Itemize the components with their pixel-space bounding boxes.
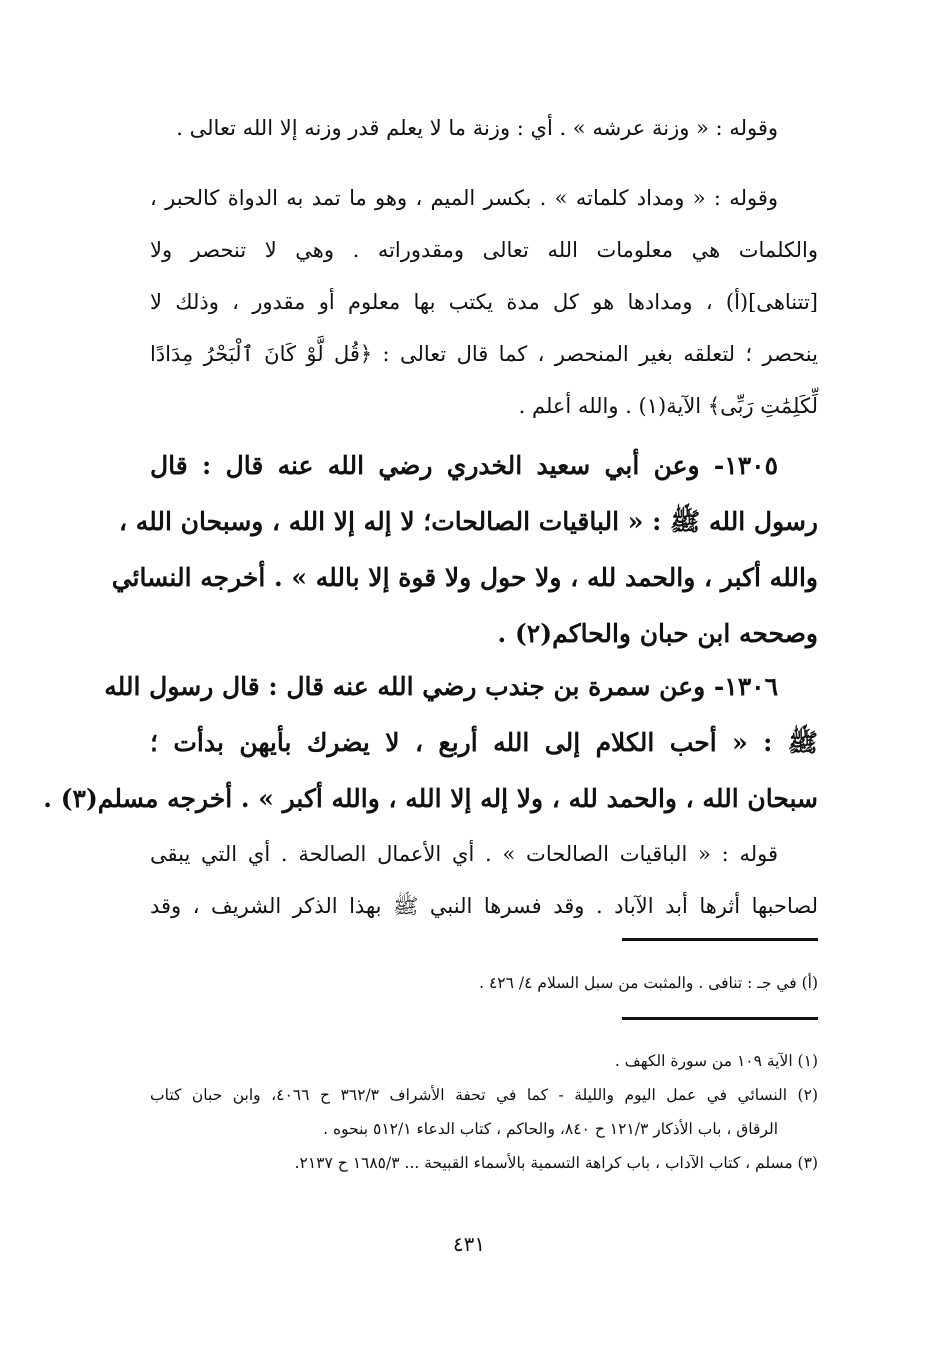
gloss-midad-paragraph bbox=[150, 172, 818, 432]
hadith-1305 bbox=[111, 438, 818, 662]
footnotes-separator bbox=[622, 1017, 818, 1020]
variant-note bbox=[150, 966, 818, 1000]
text-line: وقوله : « ومداد كلماته » . بكسر الميم ، وهو ما تمد به الدواة كالحبر ، bbox=[150, 186, 778, 210]
text-line: وقوله : « وزنة عرشه » . أي : وزنة ما لا يعلم قدر وزنه إلا الله تعالى . bbox=[176, 116, 778, 140]
page-number: ٤٣١ bbox=[452, 1232, 486, 1256]
footnote-2-continued: الرقاق ، باب الأذكار ١٢١/٣ ح ٨٤٠، والحاكم ، كتاب الدعاء ٥١٢/١ بنحوه . bbox=[323, 1120, 778, 1138]
footnote-2: (٢) النسائي في عمل اليوم والليلة - كما في تحفة الأشراف ٣٦٢/٣ ح ٤٠٦٦، وابن حبان كتاب bbox=[150, 1086, 818, 1104]
hadith-line: والله أكبر ، والحمد لله ، ولا حول ولا قوة إلا بالله » . أخرجه النسائي bbox=[111, 563, 818, 592]
hadith-line: وصححه ابن حبان والحاكم(٢) . bbox=[497, 619, 818, 648]
hadith-line: رسول الله ﷺ : « الباقيات الصالحات؛ لا إله إلا الله ، وسبحان الله ، bbox=[118, 507, 818, 536]
gloss-baqiyat-paragraph bbox=[150, 828, 818, 932]
footnote-3: (٣) مسلم ، كتاب الآداب ، باب كراهة التسمية بالأسماء القبيحة ... ١٦٨٥/٣ ح ٢١٣٧. bbox=[294, 1154, 818, 1172]
hadith-line: سبحان الله ، والحمد لله ، ولا إله إلا الله ، والله أكبر » . أخرجه مسلم(٣) . bbox=[43, 784, 818, 813]
text-line: والكلمات هي معلومات الله تعالى ومقدوراته . وهي لا تنحصر ولا bbox=[150, 238, 818, 262]
variant-note-text: (أ) في جـ : تنافى . والمثبت من سبل السلام ٤/ ٤٢٦ . bbox=[479, 974, 818, 992]
text-line: [تتناهى](أ) ، ومدادها هو كل مدة يكتب بها معلوم أو مقدور ، وذلك لا bbox=[150, 290, 818, 314]
text-line: لِّكَلِمَٰتِ رَبِّى﴾ الآية(١) . والله أعلم . bbox=[518, 394, 818, 418]
footnotes bbox=[150, 1044, 818, 1180]
text-line: لصاحبها أثرها أبد الآباد . وقد فسرها النبي ﷺ بهذا الذكر الشريف ، وقد bbox=[150, 894, 818, 918]
hadith-line: ١٣٠٦- وعن سمرة بن جندب رضي الله عنه قال : قال رسول الله bbox=[104, 672, 778, 701]
variant-note-separator bbox=[622, 938, 818, 941]
hadith-1306 bbox=[43, 659, 818, 827]
text-line: قوله : « الباقيات الصالحات » . أي الأعمال الصالحة . أي التي يبقى bbox=[150, 842, 778, 866]
hadith-line: ١٣٠٥- وعن أبي سعيد الخدري رضي الله عنه قال : قال bbox=[150, 451, 778, 480]
gloss-arsh-paragraph bbox=[150, 102, 818, 154]
footnote-1: (١) الآية ١٠٩ من سورة الكهف . bbox=[614, 1052, 818, 1070]
quran-verse-line: ينحصر ؛ لتعلقه بغير المنحصر ، كما قال تعالى : ﴿قُل لَّوْ كَانَ ٱلْبَحْرُ مِدَادًا bbox=[150, 342, 818, 366]
hadith-line: ﷺ : « أحب الكلام إلى الله أربع ، لا يضرك بأيهن بدأت ؛ bbox=[150, 728, 818, 757]
